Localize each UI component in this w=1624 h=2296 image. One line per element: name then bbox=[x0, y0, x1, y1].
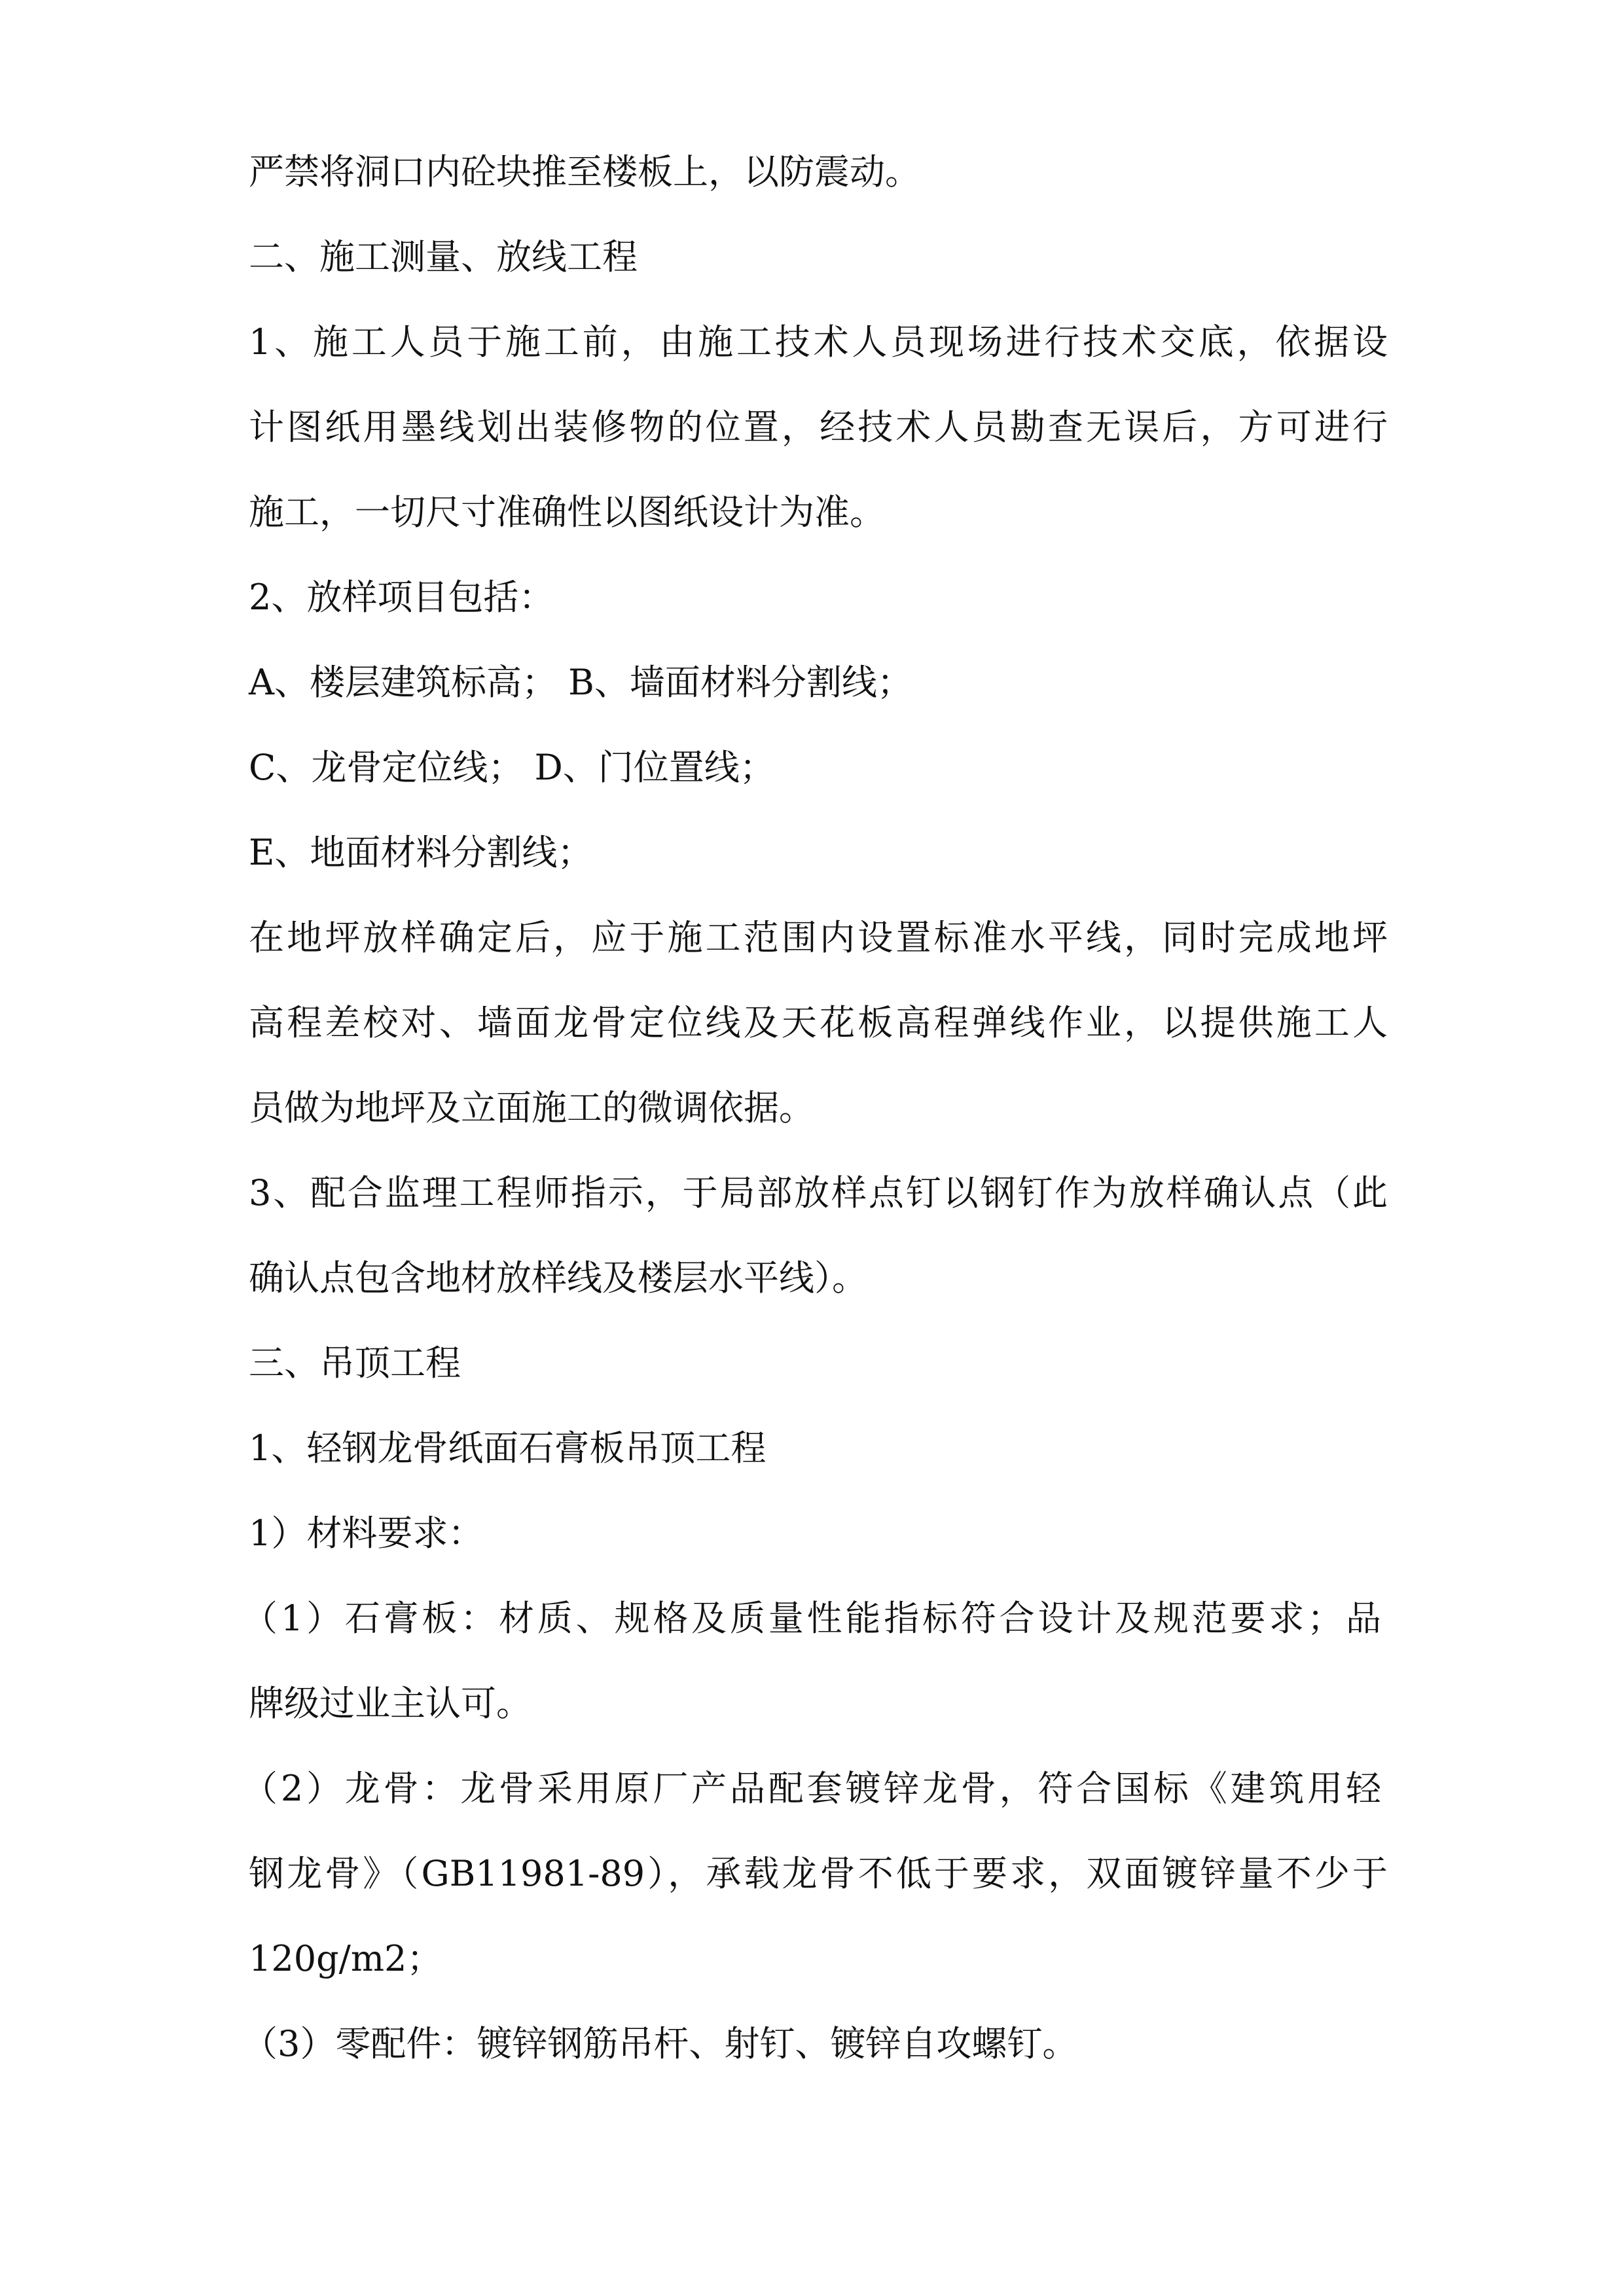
list-item: C、龙骨定位线； D、门位置线； bbox=[249, 747, 775, 788]
list-item: A、楼层建筑标高； B、墙面材料分割线； bbox=[249, 662, 912, 703]
text-line: （3）零配件：镀锌钢筋吊杆、射钉、镀锌自攻螺钉。 bbox=[242, 2023, 1078, 2064]
document-body bbox=[242, 130, 1388, 2087]
text-line: 确认点包含地材放样线及楼层水平线）。 bbox=[249, 1257, 867, 1299]
text-line: 严禁将洞口内砼块推至楼板上，以防震动。 bbox=[249, 151, 920, 192]
section-heading: 三、吊顶工程 bbox=[249, 1342, 461, 1384]
subsection-heading: 1、轻钢龙骨纸面石膏板吊顶工程 bbox=[249, 1427, 767, 1469]
text-line: 3、配合监理工程师指示，于局部放样点钉以钢钉作为放样确认点（此 bbox=[249, 1172, 1388, 1213]
text-line: 施工，一切尺寸准确性以图纸设计为准。 bbox=[249, 492, 885, 533]
text-line: 计图纸用墨线划出装修物的位置，经技术人员勘查无误后，方可进行 bbox=[249, 406, 1388, 448]
text-line: （2）龙骨：龙骨采用原厂产品配套镀锌龙骨，符合国标《建筑用轻 bbox=[242, 1768, 1381, 1809]
text-line: 钢龙骨》（GB11981-89），承载龙骨不低于要求，双面镀锌量不少于 bbox=[249, 1853, 1388, 1894]
text-line: 在地坪放样确定后，应于施工范围内设置标准水平线，同时完成地坪 bbox=[249, 917, 1388, 958]
subsection-heading: 1）材料要求： bbox=[249, 1513, 484, 1554]
section-heading: 二、施工测量、放线工程 bbox=[249, 236, 638, 278]
text-line: 员做为地坪及立面施工的微调依据。 bbox=[249, 1087, 814, 1128]
text-line: 120g/m2； bbox=[249, 1938, 442, 1979]
list-item: E、地面材料分割线； bbox=[249, 832, 593, 873]
text-line: （1）石膏板：材质、规格及质量性能指标符合设计及规范要求；品 bbox=[242, 1598, 1381, 1639]
text-line: 1、施工人员于施工前，由施工技术人员现场进行技术交底，依据设 bbox=[249, 321, 1388, 363]
text-line: 2、放样项目包括： bbox=[249, 577, 554, 618]
text-line: 牌级过业主认可。 bbox=[249, 1683, 532, 1724]
text-line: 高程差校对、墙面龙骨定位线及天花板高程弹线作业，以提供施工人 bbox=[249, 1002, 1388, 1043]
